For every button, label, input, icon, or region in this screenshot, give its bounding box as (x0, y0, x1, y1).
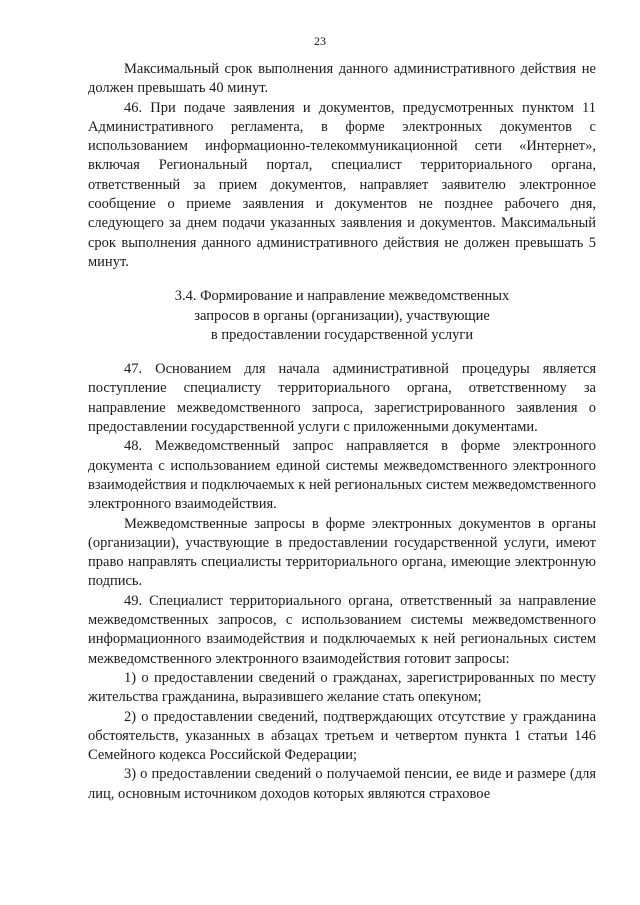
list-item-1: 1) о предоставлении сведений о гражданах, зарегистрированных по месту жительства гражданина, выразившего желание стать опекуном; (88, 669, 596, 706)
paragraph-49: 49. Специалист территориального органа, ответственный за направление межведомственных запросов, с использованием системы межведомственного информационного взаимодействия и подключаемых к ней региональных систем межведомственного электронного взаимодействия готовит запросы: (88, 592, 596, 667)
section-heading-3-4 (88, 287, 596, 345)
paragraph-interagency-requests: Межведомственные запросы в форме электронных документов в органы (организации), участвующие в предоставлении государственной услуги, имеют право направлять специалисты территориального органа, имеющие электронную подпись. (88, 515, 596, 590)
section-heading-line-2: запросов в органы (организации), участвующие (194, 307, 490, 324)
section-heading-line-3: в предоставлении государственной услуги (210, 326, 474, 343)
page-number: 23 (314, 34, 326, 48)
paragraph-46: 46. При подаче заявления и документов, предусмотренных пунктом 11 Административного регламента, в форме электронных документов с использованием информационно-телекоммуникационной сети «Интернет», включая Региональный портал, специалист территориального органа, ответственный за прием документов, направляет заявителю электронное сообщение о приеме заявления и документов не позднее рабочего дня, следующего за днем подачи указанных заявления и документов. Максимальный срок выполнения данного административного действия не должен превышать 5 минут. (88, 99, 596, 270)
list-item-2: 2) о предоставлении сведений, подтверждающих отсутствие у гражданина обстоятельств, указанных в абзацах третьем и четвертом пункта 1 статьи 146 Семейного кодекса Российской Федерации; (88, 708, 596, 764)
section-heading-line-1: 3.4. Формирование и направление межведомственных (174, 288, 510, 305)
paragraph-max-time-40: Максимальный срок выполнения данного административного действия не должен превышать 40 минут. (88, 61, 596, 97)
paragraph-48: 48. Межведомственный запрос направляется в форме электронного документа с использованием единой системы межведомственного электронного взаимодействия и подключаемых к ней региональных систем межведомственного электронного взаимодействия. (88, 438, 596, 513)
document-body (88, 60, 596, 804)
list-item-3: 3) о предоставлении сведений о получаемой пенсии, ее виде и размере (для лиц, основным источником доходов которых являются страховое (88, 766, 596, 802)
paragraph-47: 47. Основанием для начала административной процедуры является поступление специалисту территориального органа, ответственному за направление межведомственного запроса, зарегистрированного заявления о предоставлении государственной услуги с приложенными документами. (88, 361, 596, 436)
